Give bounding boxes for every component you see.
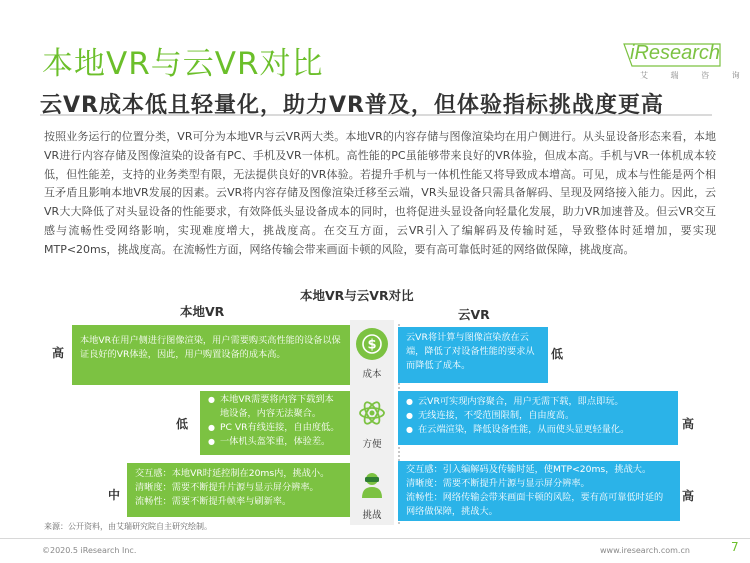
challenge-line: 交互感：本地VR时延控制在20ms内，挑战小。	[135, 468, 330, 479]
svg-text:$: $	[367, 337, 377, 353]
vr-headset-icon	[356, 468, 388, 500]
chart-title: 本地VR与云VR对比	[300, 288, 414, 303]
local-convenience-box	[200, 391, 350, 455]
cloud-cost-text: 云VR将计算与图像渲染放在云端，降低了对设备性能的要求从而降低了成本。	[406, 332, 535, 371]
row-label-cost: 成本	[362, 369, 382, 380]
page-subtitle: 云VR成本低且轻量化，助力VR普及，但体验指标挑战度更高	[40, 93, 664, 118]
cloud-challenge-box	[398, 461, 680, 521]
intro-paragraph: 按照业务运行的位置分类，VR可分为本地VR与云VR两大类。本地VR的内容存储与图像渲染均在用户侧进行。从头显设备形态来看，本地VR进行内容存储及图像渲染的设备有PC、手机及VR一体机。高性能的PC虽能够带来良好的VR体验，但成本高。手机与VR一体机成本较低，但性能差，支持的业务类型有限，无法提供良好的VR体验。若提升手机与一体机性能又将导致成本增高。可见，成本与性能是两个相互矛盾且影响本地VR发展的因素。云VR将内容存储及图像渲染迁移至云端，VR头显设备只需具备解码、呈现及网络接入能力。因此，云VR大大降低了对头显设备的性能要求，有效降低头显设备成本的同时，也将促进头显设备向轻量化发展，助力VR加速普及。但云VR交互感与流畅性受网络影响，实现难度增大，挑战度高。在交互方面，云VR引入了编解码及传输时延，导致整体时延增加，要实现MTP<20ms，挑战度高。在流畅性方面，网络传输会带来画面卡顿的风险，要有高可靠低时延的网络做保障，挑战度高。	[44, 130, 716, 256]
local-cost-text: 本地VR在用户侧进行图像渲染，用户需要购买高性能的设备以保证良好的VR体验，因此，用户购置设备的成本高。	[80, 335, 341, 360]
page-number: 7	[731, 540, 739, 554]
challenge-line: 流畅性：网络传输会带来画面卡顿的风险，要有高可靠低时延的网络做保障，挑战大。	[406, 492, 664, 517]
logo-text: iResearch	[630, 42, 721, 64]
list-item: ● 云VR可实现内容聚合，用户无需下载，即点即玩。	[406, 395, 670, 409]
list-item: ● PC VR有线连接，自由度低。	[208, 421, 342, 435]
cloud-convenience-box	[398, 391, 678, 445]
level-cloud-cost: 低	[551, 347, 564, 361]
local-cost-box	[72, 325, 350, 385]
atom-icon	[356, 397, 388, 429]
challenge-line: 清晰度：需要不断提升片源与显示屏分辨率。	[406, 478, 590, 489]
local-convenience-list	[208, 393, 342, 449]
level-cloud-convenience: 高	[682, 417, 695, 431]
level-cloud-challenge: 高	[682, 489, 695, 503]
logo-subtext: 艾 瑞 咨 询	[640, 71, 750, 80]
level-local-convenience: 低	[176, 417, 189, 431]
footer-website: www.iresearch.com.cn	[600, 546, 690, 555]
footer-divider	[0, 538, 750, 539]
dollar-icon	[356, 328, 388, 360]
iresearch-logo	[602, 40, 750, 88]
list-item: ● 在云端渲染，降低设备性能，从而使头显更轻量化。	[406, 423, 670, 437]
cloud-cost-box	[398, 327, 548, 383]
footer-copyright: ©2020.5 iResearch Inc.	[42, 546, 137, 555]
source-note: 来源：公开资料，由艾瑞研究院自主研究绘制。	[44, 522, 212, 531]
list-item: ● 无线连接，不受范围限制，自由度高。	[406, 409, 670, 423]
cloud-convenience-list	[406, 395, 670, 437]
row-label-convenience: 方便	[362, 439, 382, 450]
page-title: 本地VR与云VR对比	[42, 46, 324, 82]
level-local-cost: 高	[52, 346, 65, 360]
list-item: ● 本地VR需要将内容下载到本地设备，内容无法聚合。	[208, 393, 342, 421]
challenge-line: 流畅性：需要不断提升帧率与刷新率。	[135, 496, 292, 507]
column-header-local-vr: 本地VR	[180, 304, 225, 319]
list-item: ● 一体机头盔笨重，体验差。	[208, 435, 342, 449]
challenge-line: 交互感：引入编解码及传输时延，使MTP<20ms，挑战大。	[406, 464, 652, 475]
row-label-challenge: 挑战	[362, 510, 382, 521]
level-local-challenge: 中	[108, 488, 121, 502]
challenge-line: 清晰度：需要不断提升片源与显示屏分辨率。	[135, 482, 319, 493]
local-challenge-box	[127, 463, 350, 517]
column-header-cloud-vr: 云VR	[458, 307, 490, 322]
